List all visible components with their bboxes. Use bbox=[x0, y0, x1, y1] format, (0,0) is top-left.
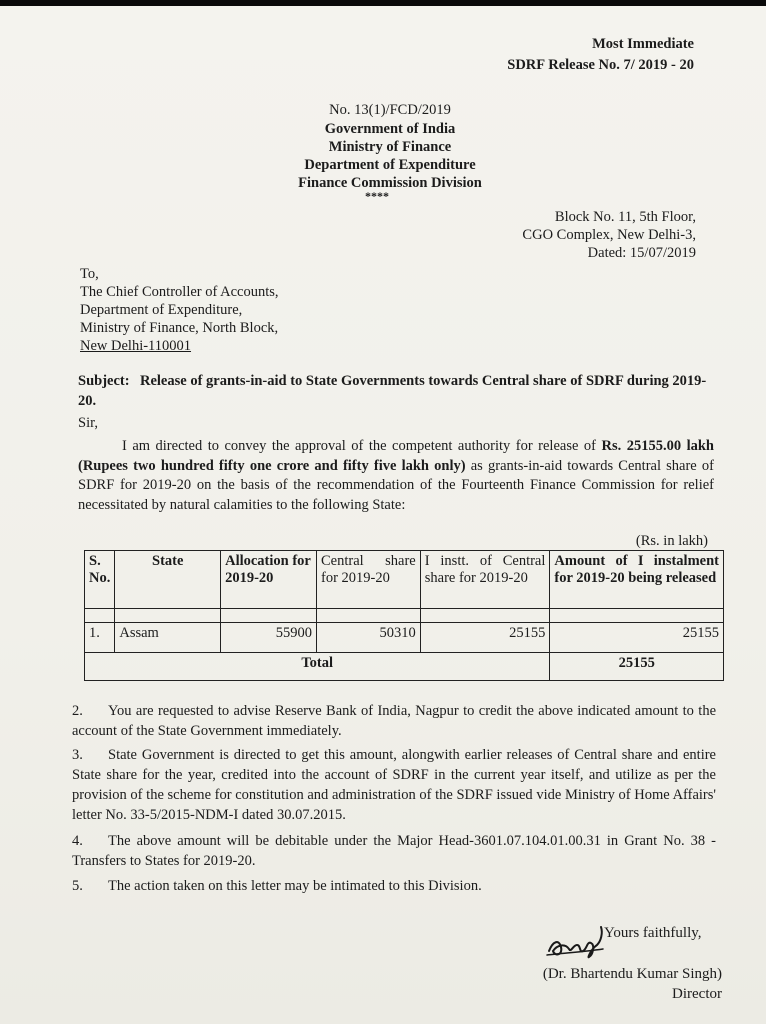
paragraph-2-number: 2. bbox=[72, 703, 83, 719]
total-label: Total bbox=[85, 653, 550, 681]
row-amount-released: 25155 bbox=[550, 623, 724, 653]
recipient-line-2: Department of Expenditure, bbox=[80, 302, 243, 318]
row-state: Assam bbox=[115, 623, 221, 653]
header-amount-released: Amount of I instalment for 2019-20 being released bbox=[550, 551, 724, 609]
recipient-line-1: The Chief Controller of Accounts, bbox=[80, 284, 279, 300]
file-number: No. 13(1)/FCD/2019 bbox=[329, 102, 451, 118]
paragraph-4-number: 4. bbox=[72, 833, 83, 849]
salutation: Sir, bbox=[78, 415, 98, 431]
intro-text-b: as grants-in-aid towards Central share of SDRF for 2019-20 on the basis of the recommendation of the Fourteenth Finance Commission for relief necessitated by natural calamities to the following State: bbox=[78, 457, 714, 513]
row-central-share: 50310 bbox=[316, 623, 420, 653]
govt-name: Government of India bbox=[324, 121, 456, 137]
table-total-row bbox=[85, 653, 724, 681]
recipient-line-4: New Delhi-110001 bbox=[80, 338, 192, 354]
intro-amount: Rs. 25155.00 lakh (Rupees two hundred fifty one crore and fifty five lakh only) bbox=[78, 438, 714, 474]
priority-label: Most Immediate bbox=[592, 36, 694, 52]
release-number: SDRF Release No. 7/ 2019 - 20 bbox=[507, 57, 694, 73]
paragraph-5-text: The action taken on this letter may be intimated to this Division. bbox=[108, 878, 482, 894]
total-value: 25155 bbox=[550, 653, 724, 681]
division-name: Finance Commission Division bbox=[298, 175, 482, 191]
department-name: Department of Expenditure bbox=[304, 157, 476, 173]
table-header-row bbox=[85, 551, 724, 609]
address-line-2: CGO Complex, New Delhi-3, bbox=[522, 227, 696, 243]
table-row bbox=[85, 623, 724, 653]
paragraph-3-number: 3. bbox=[72, 747, 83, 763]
paragraph-3-text: State Government is directed to get this amount, alongwith earlier releases of Central share and entire State share for the year, credited into the account of SDRF in the current year itself, and utilize as per the provision of the scheme for constitution and administration of the SDRF issued vide Ministry of Home Affairs' letter No. 33-5/2015-NDM-I dated 30.07.2015. bbox=[72, 747, 716, 823]
release-table bbox=[84, 550, 724, 681]
paragraph-4-text: The above amount will be debitable under the Major Head-3601.07.104.01.00.31 in Grant No. 38 - Transfers to States for 2019-20. bbox=[72, 833, 716, 869]
signature-scrawl bbox=[543, 915, 607, 965]
table-spacer-row bbox=[85, 609, 724, 623]
ministry-name: Ministry of Finance bbox=[328, 139, 452, 155]
intro-text-a: I am directed to convey the approval of the competent authority for release of bbox=[122, 438, 602, 454]
recipient-line-3: Ministry of Finance, North Block, bbox=[80, 320, 279, 336]
header-allocation: Allocation for 2019-20 bbox=[221, 551, 317, 609]
header-first-instalment: I instt. of Central share for 2019-20 bbox=[420, 551, 550, 609]
stars-separator: **** bbox=[365, 189, 389, 203]
header-state: State bbox=[115, 551, 221, 609]
intro-paragraph bbox=[78, 437, 714, 515]
paragraph-4 bbox=[72, 831, 716, 871]
letter-date: Dated: 15/07/2019 bbox=[587, 245, 696, 261]
header-sno: S. No. bbox=[85, 551, 115, 609]
address-line-1: Block No. 11, 5th Floor, bbox=[554, 209, 696, 225]
subject-text: Release of grants-in-aid to State Governments towards Central share of SDRF during 2019-20. bbox=[78, 373, 707, 409]
paragraph-5 bbox=[72, 876, 716, 896]
paragraph-5-number: 5. bbox=[72, 878, 83, 894]
signatory-name: (Dr. Bhartendu Kumar Singh) bbox=[542, 966, 722, 982]
paragraph-2 bbox=[72, 701, 716, 741]
signatory-designation: Director bbox=[672, 986, 722, 1002]
table-units: (Rs. in lakh) bbox=[635, 533, 708, 549]
header-central-share: Central share for 2019-20 bbox=[316, 551, 420, 609]
row-sno: 1. bbox=[85, 623, 115, 653]
subject-line bbox=[78, 371, 718, 411]
row-allocation: 55900 bbox=[221, 623, 317, 653]
paragraph-3 bbox=[72, 745, 716, 825]
closing: Yours faithfully, bbox=[604, 925, 702, 941]
row-first-instalment: 25155 bbox=[420, 623, 550, 653]
to-label: To, bbox=[80, 266, 99, 282]
paragraph-2-text: You are requested to advise Reserve Bank of India, Nagpur to credit the above indicated amount to the account of the State Government immediately. bbox=[72, 703, 716, 739]
subject-label: Subject: bbox=[78, 373, 130, 389]
